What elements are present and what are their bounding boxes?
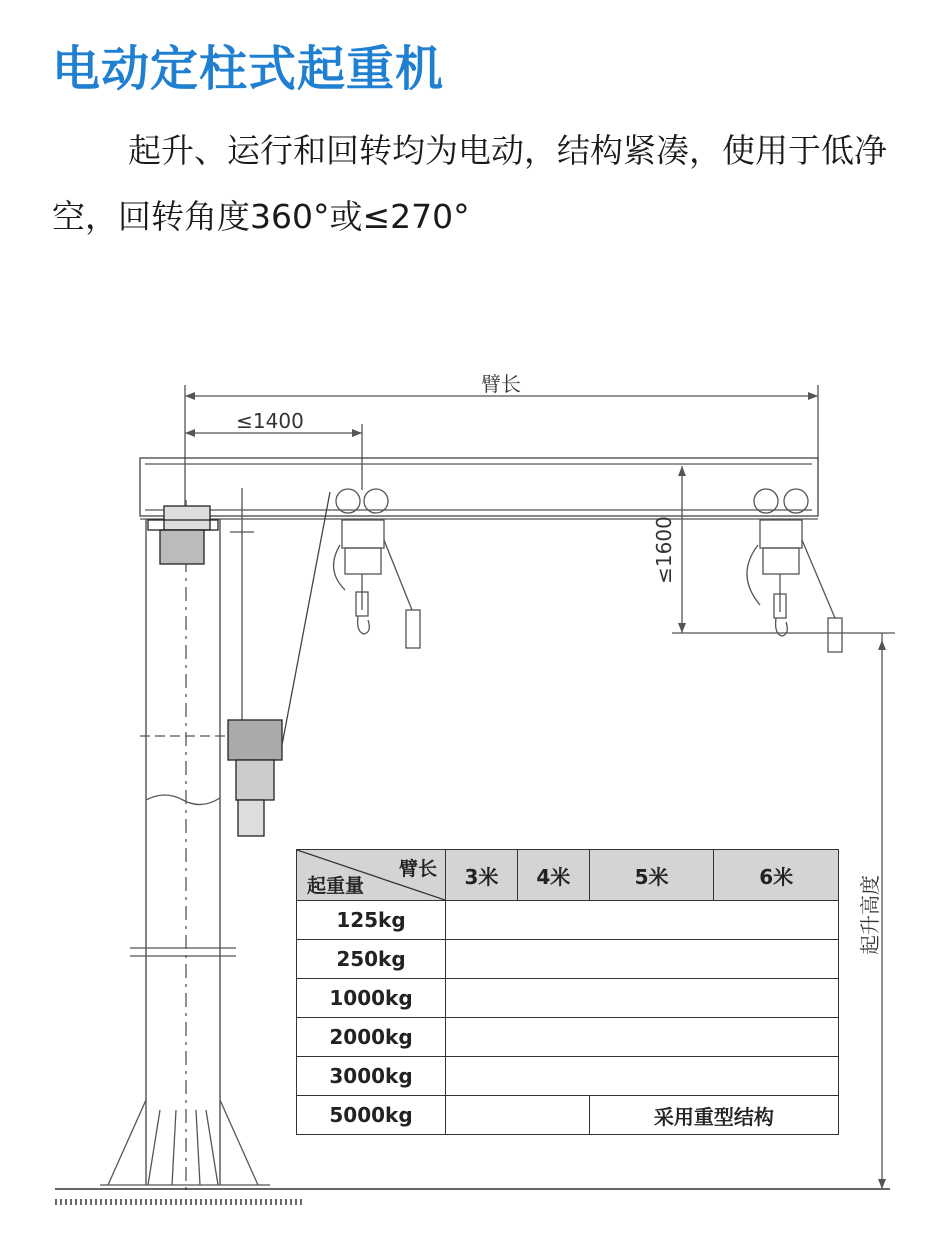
hoist-body-far: [760, 520, 802, 548]
value-cell: [446, 901, 839, 940]
table-row: [297, 1018, 839, 1057]
column-header: 5米: [589, 850, 714, 901]
table-row: [297, 1057, 839, 1096]
capacity-cell: 3000kg: [297, 1057, 446, 1096]
hoist-drive-motor: [228, 720, 282, 760]
capacity-table: [296, 849, 839, 1135]
value-cell: [446, 1096, 590, 1135]
lift-height-label: 起升高度: [858, 875, 882, 955]
headroom-label: ≤1600: [652, 516, 676, 584]
capacity-cell: 125kg: [297, 901, 446, 940]
arm-length-label: 臂长: [481, 372, 521, 396]
hoist-body-near: [342, 520, 384, 548]
pendant-control-near: [406, 610, 420, 648]
capacity-cell: 250kg: [297, 940, 446, 979]
value-cell: [446, 1018, 839, 1057]
column-header: 4米: [517, 850, 589, 901]
column-header: 6米: [714, 850, 839, 901]
table-row: [297, 901, 839, 940]
corner-arm-length-label: 臂长: [398, 858, 437, 880]
pendant-control-far: [828, 618, 842, 652]
table-row: [297, 1096, 839, 1135]
table-corner-cell: [297, 850, 446, 901]
capacity-cell: 2000kg: [297, 1018, 446, 1057]
table-header-row: [297, 850, 839, 901]
hook-distance-label: ≤1400: [236, 409, 304, 433]
value-cell: [446, 940, 839, 979]
capacity-cell: 1000kg: [297, 979, 446, 1018]
column-header: 3米: [446, 850, 518, 901]
corner-capacity-label: 起重量: [307, 875, 365, 897]
heavy-structure-note: 采用重型结构: [589, 1096, 838, 1135]
table-row: [297, 979, 839, 1018]
value-cell: [446, 979, 839, 1018]
capacity-cell: 5000kg: [297, 1096, 446, 1135]
page-title: 电动定柱式起重机: [52, 41, 445, 97]
table-row: [297, 940, 839, 979]
slewing-motor: [160, 530, 204, 564]
value-cell: [446, 1057, 839, 1096]
description-text: 起升、运行和回转均为电动，结构紧凑，使用于低净空，回转角度360°或≤270°: [52, 131, 887, 236]
